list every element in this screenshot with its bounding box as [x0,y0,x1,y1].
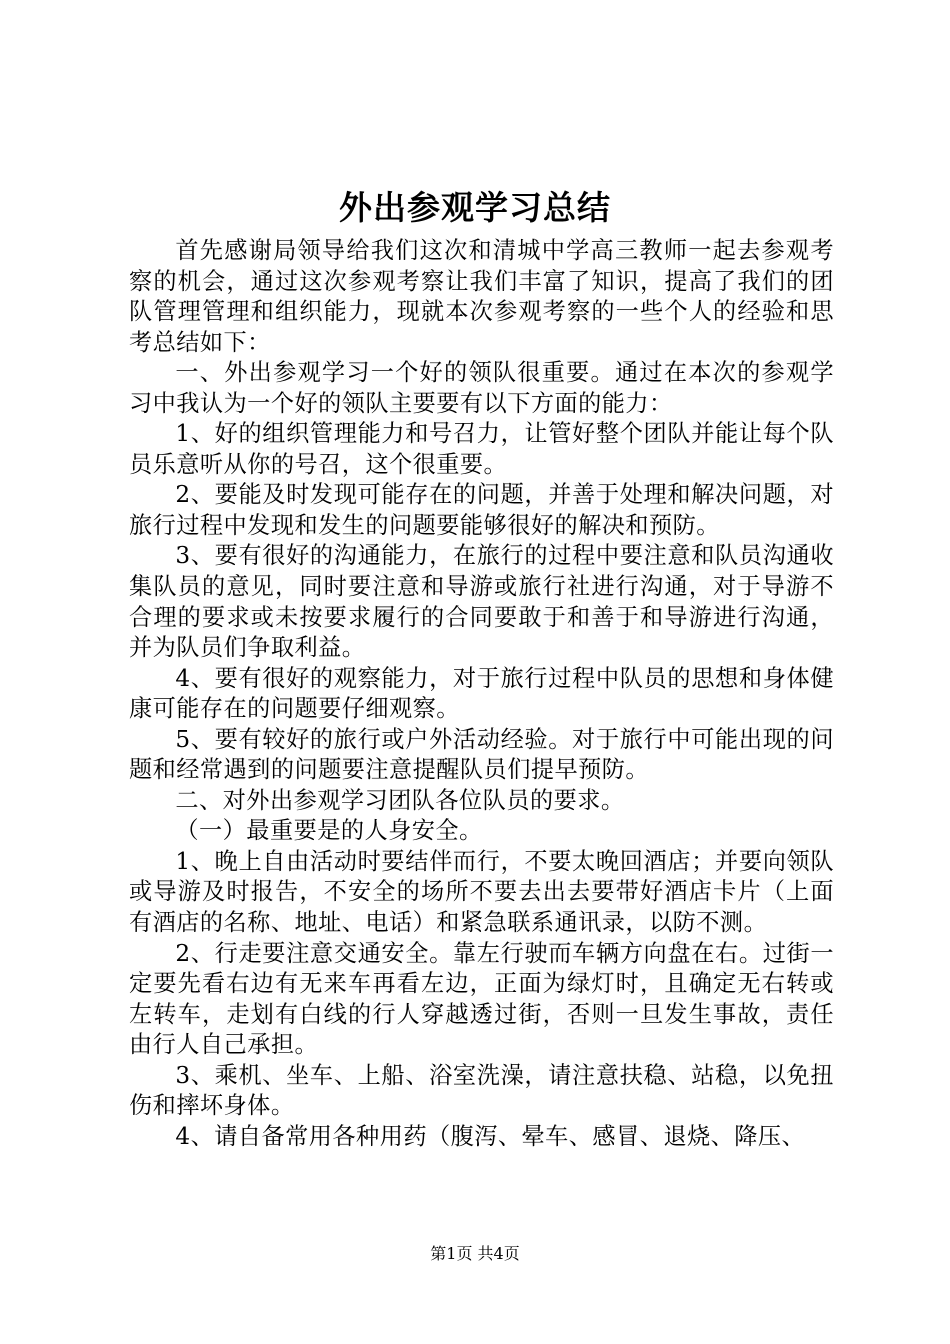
paragraph: 1、好的组织管理能力和号召力，让管好整个团队并能让每个队员乐意听从你的号召，这个很重要。 [129,420,834,478]
document-title: 外出参观学习总结 [339,188,611,227]
paragraph: 3、乘机、坐车、上船、浴室洗澡，请注意扶稳、站稳，以免扭伤和摔坏身体。 [129,1061,834,1120]
paragraph: 2、行走要注意交通安全。靠左行驶而车辆方向盘在右。过街一定要先看右边有无来车再看左边，正面为绿灯时，且确定无右转或左转车，走划有白线的行人穿越透过街，否则一旦发生事故，责任由行人自己承担。 [129,939,834,1059]
paragraph: 4、要有很好的观察能力，对于旅行过程中队员的思想和身体健康可能存在的问题要仔细观察。 [129,664,834,723]
paragraph: 一、外出参观学习一个好的领队很重要。通过在本次的参观学习中我认为一个好的领队主要要有以下方面的能力： [129,359,834,417]
page-number-footer: 第1页 共4页 [430,1244,520,1263]
paragraph: （一）最重要是的人身安全。 [175,817,483,845]
paragraph: 4、请自备常用各种用药（腹泻、晕车、感冒、退烧、降压、 [175,1122,806,1150]
paragraph: 二、对外出参观学习团队各位队员的要求。 [175,786,625,814]
paragraph: 2、要能及时发现可能存在的问题，并善于处理和解决问题，对旅行过程中发现和发生的问题要能够很好的解决和预防。 [129,481,834,539]
document-body [129,236,834,1152]
paragraph: 1、晚上自由活动时要结伴而行，不要太晚回酒店；并要向领队或导游及时报告，不安全的场所不要去出去要带好酒店卡片（上面有酒店的名称、地址、电话）和紧急联系通讯录，以防不测。 [129,847,834,937]
paragraph: 5、要有较好的旅行或户外活动经验。对于旅行中可能出现的问题和经常遇到的问题要注意提醒队员们提早预防。 [129,725,834,784]
paragraph: 首先感谢局领导给我们这次和清城中学高三教师一起去参观考察的机会，通过这次参观考察让我们丰富了知识，提高了我们的团队管理管理和组织能力，现就本次参观考察的一些个人的经验和思考总结如下： [129,237,834,356]
paragraph: 3、要有很好的沟通能力，在旅行的过程中要注意和队员沟通收集队员的意见，同时要注意和导游或旅行社进行沟通，对于导游不合理的要求或未按要求履行的合同要敢于和善于和导游进行沟通，并为队员们争取利益。 [129,542,834,662]
